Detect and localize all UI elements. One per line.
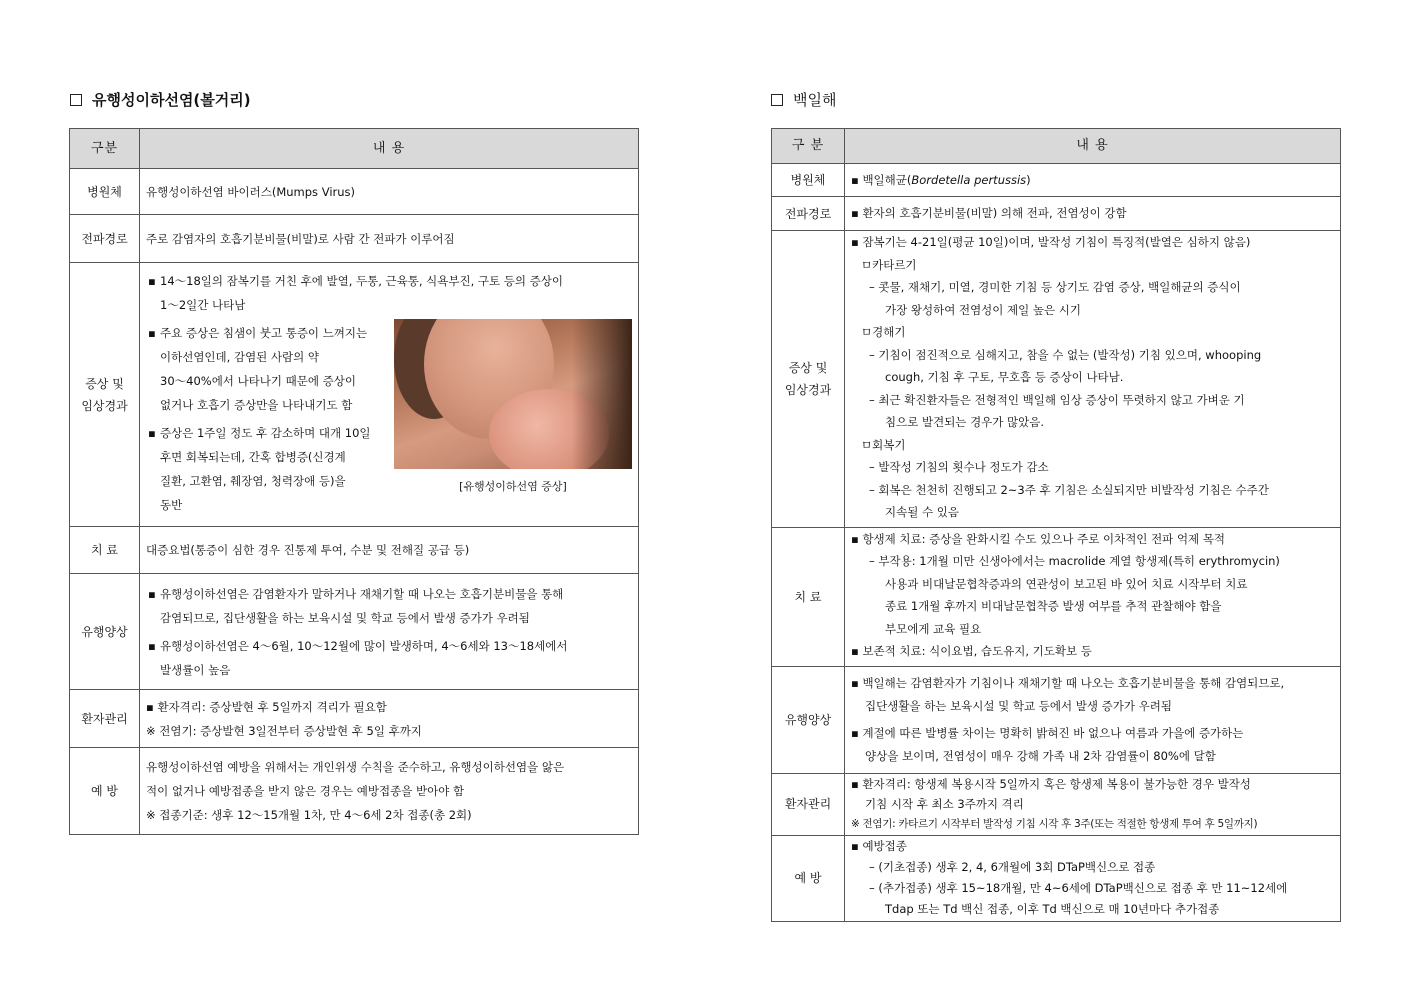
bullet-item: ▪ 주요 증상은 침샘이 붓고 통증이 느껴지는 이하선염인데, 감염된 사람의 약 30～40%에서 나타나기 때문에 증상이 없거나 호흡기 증상만을 나타내기도 함 <box>146 321 632 417</box>
table-row-epidemic <box>70 574 639 690</box>
column-header-content: 내 용 <box>140 129 639 169</box>
text-line: 발생률이 높음 <box>160 662 231 677</box>
text-line: ㅁ회복기 <box>861 437 906 452</box>
row-value <box>140 263 639 527</box>
row-value <box>845 773 1341 835</box>
row-value <box>140 748 639 835</box>
row-value: ▪ 환자의 호흡기분비물(비말) 의해 전파, 전염성이 강함 <box>845 197 1341 231</box>
table-row-prevention <box>772 835 1341 921</box>
checkbox-icon <box>70 94 82 106</box>
text-line: 30～40%에서 나타나기 때문에 증상이 <box>160 374 356 388</box>
pertussis-section-heading <box>771 89 836 110</box>
table-row-symptoms <box>70 263 639 527</box>
table-row-prevention <box>70 748 639 835</box>
table-row-epidemic <box>772 666 1341 773</box>
mumps-table <box>69 128 639 835</box>
text-line: ※ 전염기: 증상발현 3일전부터 증상발현 후 5일 후까지 <box>146 723 422 738</box>
text-line: ▪ 환자격리: 항생제 복용시작 5일까지 혹은 항생제 복용이 불가능한 경우 발작성 <box>851 777 1251 791</box>
table-header-row <box>70 129 639 169</box>
text-line: – 최근 확진환자들은 전형적인 백일해 임상 증상이 뚜렷하지 않고 가벼운 기 <box>869 392 1245 407</box>
text-line: ▪ 보존적 치료: 식이요법, 습도유지, 기도확보 등 <box>851 644 1092 658</box>
table-row-transmission <box>70 215 639 263</box>
mumps-section-heading <box>70 89 251 110</box>
text-line: 침으로 발견되는 경우가 많았음. <box>885 415 1045 429</box>
table-row-symptoms <box>772 231 1341 528</box>
text-line: ㅁ경해기 <box>861 325 906 339</box>
text-line: 집단생활을 하는 보육시설 및 학교 등에서 발생 증가가 우려됨 <box>865 698 1172 713</box>
text-line: 증상은 1주일 정도 후 감소하며 대개 10일 <box>160 426 371 440</box>
text-line: 유행성이하선염은 감염환자가 말하거나 재채기할 때 나오는 호흡기분비물을 통해 <box>160 586 564 601</box>
row-label: 예 방 <box>70 748 140 835</box>
text-line: 유행성이하선염 예방을 위해서는 개인위생 수칙을 준수하고, 유행성이하선염을 앓은 <box>146 760 565 774</box>
row-value <box>845 164 1341 197</box>
row-value <box>845 666 1341 773</box>
species-name: Bordetella pertussis <box>911 172 1027 187</box>
row-label: 병원체 <box>70 169 140 215</box>
text-line: ▪ 잠복기는 4-21일(평균 10일)이며, 발작성 기침이 특징적(발열은 심하지 않음) <box>851 235 1251 249</box>
text-line: ▪ 환자격리: 증상발현 후 5일까지 격리가 필요함 <box>146 699 387 714</box>
pertussis-table <box>771 128 1341 922</box>
text-line: 1～2일간 나타남 <box>160 298 246 312</box>
text-line: 유행성이하선염은 4～6월, 10～12월에 많이 발생하며, 4～6세와 13～18세에서 <box>160 638 568 653</box>
text-line: 질환, 고환염, 췌장염, 청력장애 등)을 <box>160 474 346 488</box>
photo-caption: [유행성이하선염 증상] <box>459 480 567 493</box>
row-label: 병원체 <box>772 164 845 197</box>
text-line: ▪ 백일해는 감염환자가 기침이나 재채기할 때 나오는 호흡기분비물을 통해 감염되므로, <box>851 676 1285 690</box>
column-header-category: 구 분 <box>772 129 845 164</box>
text-line: – 부작용: 1개월 미만 신생아에서는 macrolide 계열 항생제(특히 erythromycin) <box>869 554 1280 568</box>
row-value <box>845 835 1341 921</box>
row-label <box>772 231 845 528</box>
row-label-line: 임상경과 <box>81 398 128 413</box>
row-value <box>845 527 1341 666</box>
row-label: 환자관리 <box>70 690 140 748</box>
text-segment: ) <box>1026 172 1031 187</box>
text-line: 14～18일의 잠복기를 거친 후에 발열, 두통, 근육통, 식욕부진, 구토 등의 증상이 <box>160 274 563 288</box>
row-label-line: 증상 및 <box>85 376 124 391</box>
text-line: ※ 전염기: 카타르기 시작부터 발작성 기침 시작 후 3주(또는 적절한 항생제 투여 후 5일까지) <box>851 818 1258 830</box>
text-line: – (기초접종) 생후 2, 4, 6개월에 3회 DTaP백신으로 접종 <box>869 860 1156 874</box>
row-label-line: 임상경과 <box>784 382 832 397</box>
bullet-item: ▪ 유행성이하선염은 4～6월, 10～12월에 많이 발생하며, 4～6세와 13～18세에서 발생률이 높음 <box>146 634 632 682</box>
text-line: ▪ 항생제 치료: 증상을 완화시킬 수도 있으나 주로 이차적인 전파 억제 목적 <box>851 531 1226 546</box>
bullet-item: ▪ 14～18일의 잠복기를 거친 후에 발열, 두통, 근육통, 식욕부진, 구토 등의 증상이 1～2일간 나타남 <box>146 269 632 317</box>
text-line: 부모에게 교육 필요 <box>885 621 982 636</box>
text-line: ㅁ카타르기 <box>861 257 917 272</box>
row-label: 전파경로 <box>70 215 140 263</box>
row-value <box>845 231 1341 528</box>
text-line: – 발작성 기침의 횟수나 정도가 감소 <box>869 460 1049 474</box>
row-value: 대증요법(통증이 심한 경우 진통제 투여, 수분 및 전해질 공급 등) <box>140 527 639 574</box>
text-line: ▪ 계절에 따른 발병률 차이는 명확히 밝혀진 바 없으나 여름과 가을에 증가하는 <box>851 726 1244 740</box>
text-line: 지속될 수 있음 <box>885 505 959 519</box>
text-line: – 콧물, 재채기, 미열, 경미한 기침 등 상기도 감염 증상, 백일해균의 증식이 <box>869 280 1241 294</box>
text-line: Tdap 또는 Td 백신 접종, 이후 Td 백신으로 매 10년마다 추가접종 <box>885 902 1220 916</box>
column-header-category: 구분 <box>70 129 140 169</box>
text-line: 감염되므로, 집단생활을 하는 보육시설 및 학교 등에서 발생 증가가 우려됨 <box>160 610 530 625</box>
table-row-transmission <box>772 197 1341 231</box>
text-line: 없거나 호흡기 증상만을 나타내기도 함 <box>160 398 353 412</box>
text-line: 적이 없거나 예방접종을 받지 않은 경우는 예방접종을 받아야 함 <box>146 784 465 798</box>
table-row-pathogen <box>772 164 1341 197</box>
row-label: 치 료 <box>70 527 140 574</box>
table-row-patient-management <box>772 773 1341 835</box>
column-header-content: 내 용 <box>845 129 1341 164</box>
checkbox-icon <box>771 94 783 106</box>
text-line: 주요 증상은 침샘이 붓고 통증이 느껴지는 <box>160 326 368 340</box>
text-line: 기침 시작 후 최소 3주까지 격리 <box>865 797 1024 811</box>
row-label: 전파경로 <box>772 197 845 231</box>
bullet-item: ▪ 증상은 1주일 정도 후 감소하며 대개 10일 후면 회복되는데, 간혹 합병증(신경계 질환, 고환염, 췌장염, 청력장애 등)을 동반 <box>146 421 632 517</box>
row-value: 유행성이하선염 바이러스(Mumps Virus) <box>140 169 639 215</box>
row-value <box>140 690 639 748</box>
table-header-row <box>772 129 1341 164</box>
row-label: 유행양상 <box>772 666 845 773</box>
text-line: ※ 접종기준: 생후 12～15개월 1차, 만 4～6세 2차 접종(총 2회) <box>146 808 472 822</box>
text-line: – (추가접종) 생후 15~18개월, 만 4~6세에 DTaP백신으로 접종 후 만 11~12세에 <box>869 881 1288 895</box>
table-row-pathogen <box>70 169 639 215</box>
table-row-treatment <box>772 527 1341 666</box>
row-label: 환자관리 <box>772 773 845 835</box>
row-label-line: 증상 및 <box>788 360 828 375</box>
mumps-title: 유행성이하선염(볼거리) <box>92 91 251 109</box>
bullet-item: ▪ 유행성이하선염은 감염환자가 말하거나 재채기할 때 나오는 호흡기분비물을 통해 감염되므로, 집단생활을 하는 보육시설 및 학교 등에서 발생 증가가 우려됨 <box>146 582 632 630</box>
table-row-treatment <box>70 527 639 574</box>
table-row-patient-management <box>70 690 639 748</box>
text-line: – 기침이 점진적으로 심해지고, 참을 수 없는 (발작성) 기침 있으며, whooping <box>869 347 1262 362</box>
text-line: 사용과 비대날문협착증과의 연관성이 보고된 바 있어 치료 시작부터 치료 <box>885 576 1248 591</box>
text-line: ▪ 예방접종 <box>851 839 907 853</box>
text-line: 양상을 보이며, 전염성이 매우 강해 가족 내 2차 감염률이 80%에 달함 <box>865 748 1216 763</box>
row-label: 유행양상 <box>70 574 140 690</box>
text-line: 종료 1개월 후까지 비대날문협착증 발생 여부를 추적 관찰해야 함을 <box>885 599 1222 613</box>
pertussis-title: 백일해 <box>793 91 837 109</box>
text-line: 이하선염인데, 감염된 사람의 약 <box>160 350 320 364</box>
row-value <box>140 574 639 690</box>
row-label: 치 료 <box>772 527 845 666</box>
row-label <box>70 263 140 527</box>
text-line: cough, 기침 후 구토, 무호흡 등 증상이 나타남. <box>885 370 1124 384</box>
text-line: 가장 왕성하여 전염성이 제일 높은 시기 <box>885 302 1082 317</box>
row-label: 예 방 <box>772 835 845 921</box>
text-line: 후면 회복되는데, 간혹 합병증(신경계 <box>160 450 346 464</box>
text-segment: ▪ 백일해균( <box>851 172 912 187</box>
row-value: 주로 감염자의 호흡기분비물(비말)로 사람 간 전파가 이루어짐 <box>140 215 639 263</box>
text-line: – 회복은 천천히 진행되고 2~3주 후 기침은 소실되지만 비발작성 기침은 수주간 <box>869 482 1269 497</box>
text-line: 동반 <box>160 498 183 512</box>
